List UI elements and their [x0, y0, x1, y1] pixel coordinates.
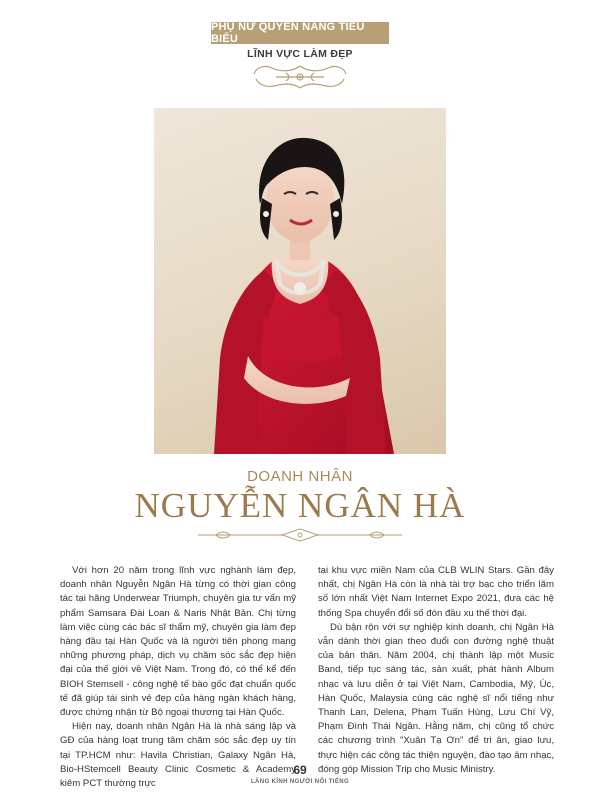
page-title: NGUYỄN NGÂN HÀ — [134, 486, 466, 525]
category-title: LĨNH VỰC LÀM ĐẸP — [247, 48, 353, 60]
ornament-flourish-icon — [246, 62, 354, 92]
magazine-name: LĂNG KÍNH NGƯỜI NỔI TIẾNG — [250, 779, 350, 785]
paragraph: Hiện nay, doanh nhân Ngân Hà là nhà sáng lập và GĐ của hàng loạt trung tâm chăm sóc sắc đẹp uy tín tại TP.HCM như: Havila Christian, Galaxy Ngân Hà, Bio-HStemcell Beauty Clinic Cosmetic & Academy kiêm PCT thường trực — [60, 721, 296, 790]
title-prefix: DOANH NHÂN — [247, 468, 353, 485]
portrait-photo — [154, 108, 446, 454]
article-column-right — [318, 564, 554, 775]
section-banner — [211, 22, 389, 44]
ornament-divider-icon — [196, 527, 404, 543]
section-title: PHỤ NỮ QUYỀN NĂNG TIÊU BIỂU — [211, 21, 365, 45]
page-number: 69 — [293, 763, 307, 777]
paragraph: tại khu vực miền Nam của CLB WLIN Stars. Gần đây nhất, chị Ngân Hà còn là nhà tài trợ bạc cho triển lãm số lớn nhất Việt Nam Internet Expo 2021, đưa các hệ thống Spa chuyển đổi số đón đầu xu thế thời đại. — [318, 565, 554, 619]
portrait-illustration — [154, 108, 446, 454]
article-column-left — [60, 564, 296, 790]
paragraph: Dù bận rộn với sự nghiệp kinh doanh, chị Ngân Hà vẫn dành thời gian theo đuổi con đường nghệ thuật của bản thân. Năm 2004, chị thành lập một Music Band, tiếp tục sáng tác, sản xuất, phát hành Album nhạc và lưu diễn ở tại Việt Nam, Cambodia, Mỹ, Úc, Hàn Quốc, Malaysia cùng các nghệ sĩ nổi tiếng như Thanh Lan, Delena, Phạm Tuấn Hùng, Lưu Chí Vỹ, Phạm Đình Thái Ngân. Hằng năm, chị cũng tổ chức các chương trình "Xuân Tạ Ơn" để tri ân, giao lưu, thực hiện các công tác thiện nguyện, đào tạo âm nhạc, đóng góp Mission Trip cho Music Ministry. — [318, 621, 554, 775]
paragraph: Với hơn 20 năm trong lĩnh vực nghành làm đẹp, doanh nhân Nguyễn Ngân Hà từng có thời gian công tác tại hãng Underwear Triumph, chuyên gia tư vấn mỹ phẩm Samsara Đài Loan & Naris Nhật Bản. Chị từng làm việc cùng các bác sĩ thẩm mỹ, chuyên gia làm đẹp hàng đầu tại Hàn Quốc và là người tiên phong mang những phương pháp, dịch vụ chăm sóc sắc đẹp hiện đại của thế giới về Việt Nam. Trong đó, có thể kể đến BIOH Stemsell - công nghệ tế bào gốc đạt chuẩn quốc tế đã giúp tái sinh vẻ đẹp của hàng ngàn khách hàng, được chứng nhận từ Bộ ngoại thương tại Hàn Quốc. — [60, 565, 296, 719]
